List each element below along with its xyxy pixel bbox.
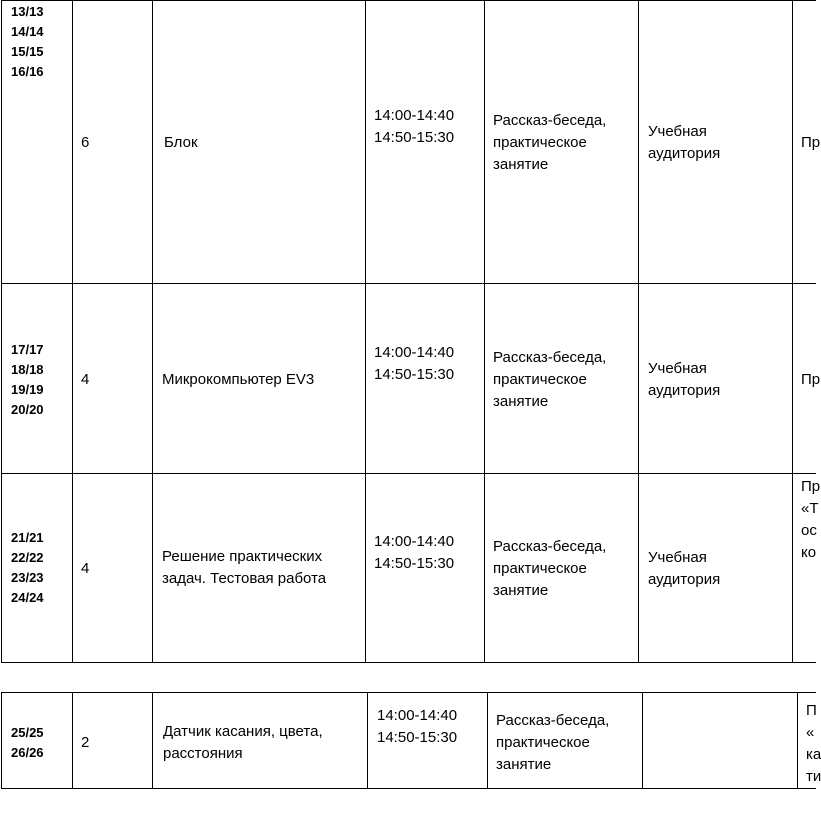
control-line: Пр (801, 371, 821, 388)
topic-cell (162, 369, 314, 391)
form-line: Рассказ-беседа, (496, 712, 610, 729)
form-line: Рассказ-беседа, (493, 349, 607, 366)
control-line: П (806, 702, 817, 719)
form-line: занятие (493, 156, 549, 173)
time-cell (374, 105, 454, 149)
time-cell (377, 705, 457, 749)
form-line: практическое (496, 734, 590, 751)
time-line: 14:00-14:40 (374, 533, 455, 550)
topic-cell (162, 546, 326, 590)
control-cell (801, 476, 820, 564)
topic-line: Блок (164, 134, 198, 151)
hours-cell: 4 (81, 371, 90, 388)
control-line: ти (806, 768, 821, 785)
form-line: занятие (493, 582, 549, 599)
lesson-number: 23/23 (11, 570, 44, 585)
place-line: Учебная (648, 360, 707, 377)
topic-line: Микрокомпьютер EV3 (162, 371, 315, 388)
schedule-table-2 (0, 692, 821, 790)
lesson-numbers (11, 528, 44, 608)
time-line: 14:00-14:40 (377, 707, 458, 724)
topic-line: задач. Тестовая работа (162, 570, 327, 587)
lesson-number: 21/21 (11, 530, 44, 545)
control-line: ос (801, 522, 817, 539)
control-line: ко (801, 544, 817, 561)
form-line: практическое (493, 134, 587, 151)
control-cell (801, 132, 820, 154)
form-line: занятие (493, 393, 549, 410)
control-line: ка (806, 746, 821, 763)
place-cell (648, 121, 720, 165)
control-cell (801, 369, 820, 391)
place-line: аудитория (648, 145, 721, 162)
lesson-number: 13/13 (11, 4, 44, 19)
form-line: практическое (493, 371, 587, 388)
time-line: 14:00-14:40 (374, 107, 455, 124)
hours-cell: 6 (81, 134, 90, 151)
hours-cell: 2 (81, 734, 90, 751)
lesson-number: 15/15 (11, 44, 44, 59)
time-line: 14:50-15:30 (374, 129, 455, 146)
place-line: Учебная (648, 123, 707, 140)
time-cell (374, 531, 454, 575)
control-line: « (806, 724, 815, 741)
place-cell (648, 547, 720, 591)
lesson-numbers (11, 723, 44, 763)
form-line: занятие (496, 756, 552, 773)
form-cell (496, 710, 609, 776)
lesson-number: 19/19 (11, 382, 44, 397)
form-line: практическое (493, 560, 587, 577)
hours-cell: 4 (81, 560, 90, 577)
lesson-numbers (11, 340, 44, 420)
lesson-number: 14/14 (11, 24, 44, 39)
place-line: аудитория (648, 382, 721, 399)
topic-cell (163, 721, 323, 765)
form-line: Рассказ-беседа, (493, 112, 607, 129)
time-line: 14:50-15:30 (374, 366, 455, 383)
form-cell (493, 347, 606, 413)
control-line: Пр (801, 134, 821, 151)
time-cell (374, 342, 454, 386)
control-line: Пр (801, 478, 821, 495)
time-line: 14:50-15:30 (377, 729, 458, 746)
topic-line: Решение практических (162, 548, 323, 565)
lesson-numbers (11, 2, 44, 82)
lesson-number: 25/25 (11, 725, 44, 740)
lesson-number: 16/16 (11, 64, 44, 79)
lesson-number: 18/18 (11, 362, 44, 377)
topic-line: расстояния (163, 745, 243, 762)
lesson-number: 17/17 (11, 342, 44, 357)
lesson-number: 26/26 (11, 745, 44, 760)
lesson-number: 20/20 (11, 402, 44, 417)
control-cell (806, 700, 821, 788)
place-line: аудитория (648, 571, 721, 588)
topic-line: Датчик касания, цвета, (163, 723, 323, 740)
form-line: Рассказ-беседа, (493, 538, 607, 555)
lesson-number: 24/24 (11, 590, 44, 605)
time-line: 14:50-15:30 (374, 555, 455, 572)
place-line: Учебная (648, 549, 707, 566)
place-cell (648, 358, 720, 402)
control-line: «Т (801, 500, 819, 517)
form-cell (493, 536, 606, 602)
lesson-number: 22/22 (11, 550, 44, 565)
topic-cell (164, 132, 198, 154)
form-cell (493, 110, 606, 176)
time-line: 14:00-14:40 (374, 344, 455, 361)
